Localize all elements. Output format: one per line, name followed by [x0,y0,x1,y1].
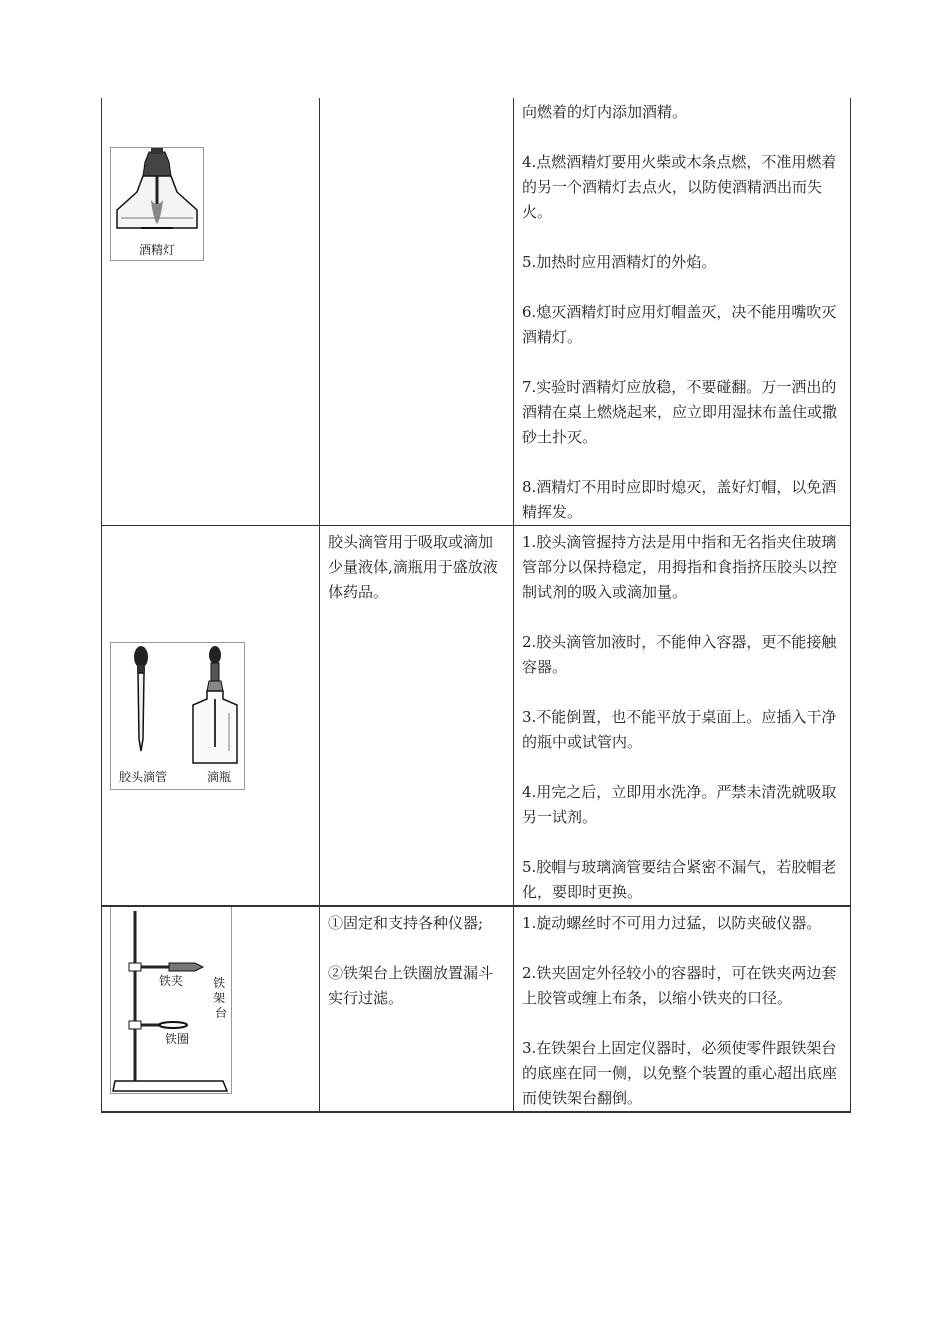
dropper-figure [110,642,245,790]
notes-cell [514,98,851,526]
alcohol-lamp-figure [110,147,204,261]
vertical-char: 铁 [213,976,226,990]
table-row-dropper [102,526,851,907]
table-row-alcohol-lamp [102,98,851,526]
notes-cell [514,906,851,1112]
note-text: 3.在铁架台上固定仪器时，必须使零件跟铁架台的底座在同一侧，以免整个装置的重心超出底座而使铁架台翻倒。 [522,1039,838,1107]
usage-cell [320,906,514,1112]
note-text: 4.用完之后，立即用水洗净。严禁未清洗就吸取另一试剂。 [522,783,837,826]
figure-cell [102,98,320,526]
note-text: 6.熄灭酒精灯时应用灯帽盖灭，决不能用嘴吹灭酒精灯。 [522,303,837,346]
table-row-iron-stand [102,906,851,1112]
note-text: 1.旋动螺丝时不可用力过猛，以防夹破仪器。 [522,914,822,932]
usage-cell [320,526,514,907]
usage-text: ①固定和支持各种仪器; [328,914,484,932]
note-text: 5.加热时应用酒精灯的外焰。 [522,253,717,271]
note-text: 4.点燃酒精灯要用火柴或木条点燃，不准用燃着的另一个酒精灯去点火，以防使酒精洒出而失火。 [522,153,837,221]
vertical-char: 台 [214,1006,228,1020]
usage-text: 胶头滴管用于吸取或滴加少量液体,滴瓶用于盛放液体药品。 [328,533,498,601]
notes-cell [514,526,851,907]
figure-label: 酒精灯 [138,243,176,257]
note-text: 1.胶头滴管握持方法是用中指和无名指夹住玻璃管部分以保持稳定，用拇指和食指挤压胶头以控制试剂的吸入或滴加量。 [522,533,838,601]
figure-label: 胶头滴管 [118,769,168,784]
usage-text: ②铁架台上铁圈放置漏斗实行过滤。 [328,964,494,1007]
usage-cell [320,98,514,526]
figure-label: 铁夹 [159,974,184,988]
note-text: 5.胶帽与玻璃滴管要结合紧密不漏气，若胶帽老化，要即时更换。 [522,858,837,901]
iron-stand-icon [111,907,231,1093]
alcohol-lamp-icon [111,148,203,260]
note-text: 3.不能倒置，也不能平放于桌面上。应插入干净的瓶中或试管内。 [522,708,837,751]
note-text: 2.铁夹固定外径较小的容器时，可在铁夹两边套上胶管或缠上布条，以缩小铁夹的口径。 [522,964,837,1007]
vertical-char: 架 [213,991,226,1005]
iron-stand-figure [110,907,232,1094]
note-text: 7.实验时酒精灯应放稳，不要碰翻。万一洒出的酒精在桌上燃烧起来，应立即用湿抹布盖住或撒砂土扑灭。 [522,378,838,446]
figure-label-vertical [213,975,229,1020]
dropper-icon [111,643,244,789]
note-text: 8.酒精灯不用时应即时熄灭，盖好灯帽，以免酒精挥发。 [522,478,837,521]
note-text: 向燃着的灯内添加酒精。 [522,103,688,121]
figure-label: 铁圈 [165,1032,190,1046]
instrument-table [101,98,851,1113]
figure-label: 滴瓶 [206,769,232,784]
figure-cell [102,906,320,1112]
figure-cell [102,526,320,907]
note-text: 2.胶头滴管加液时，不能伸入容器，更不能接触容器。 [522,633,837,676]
